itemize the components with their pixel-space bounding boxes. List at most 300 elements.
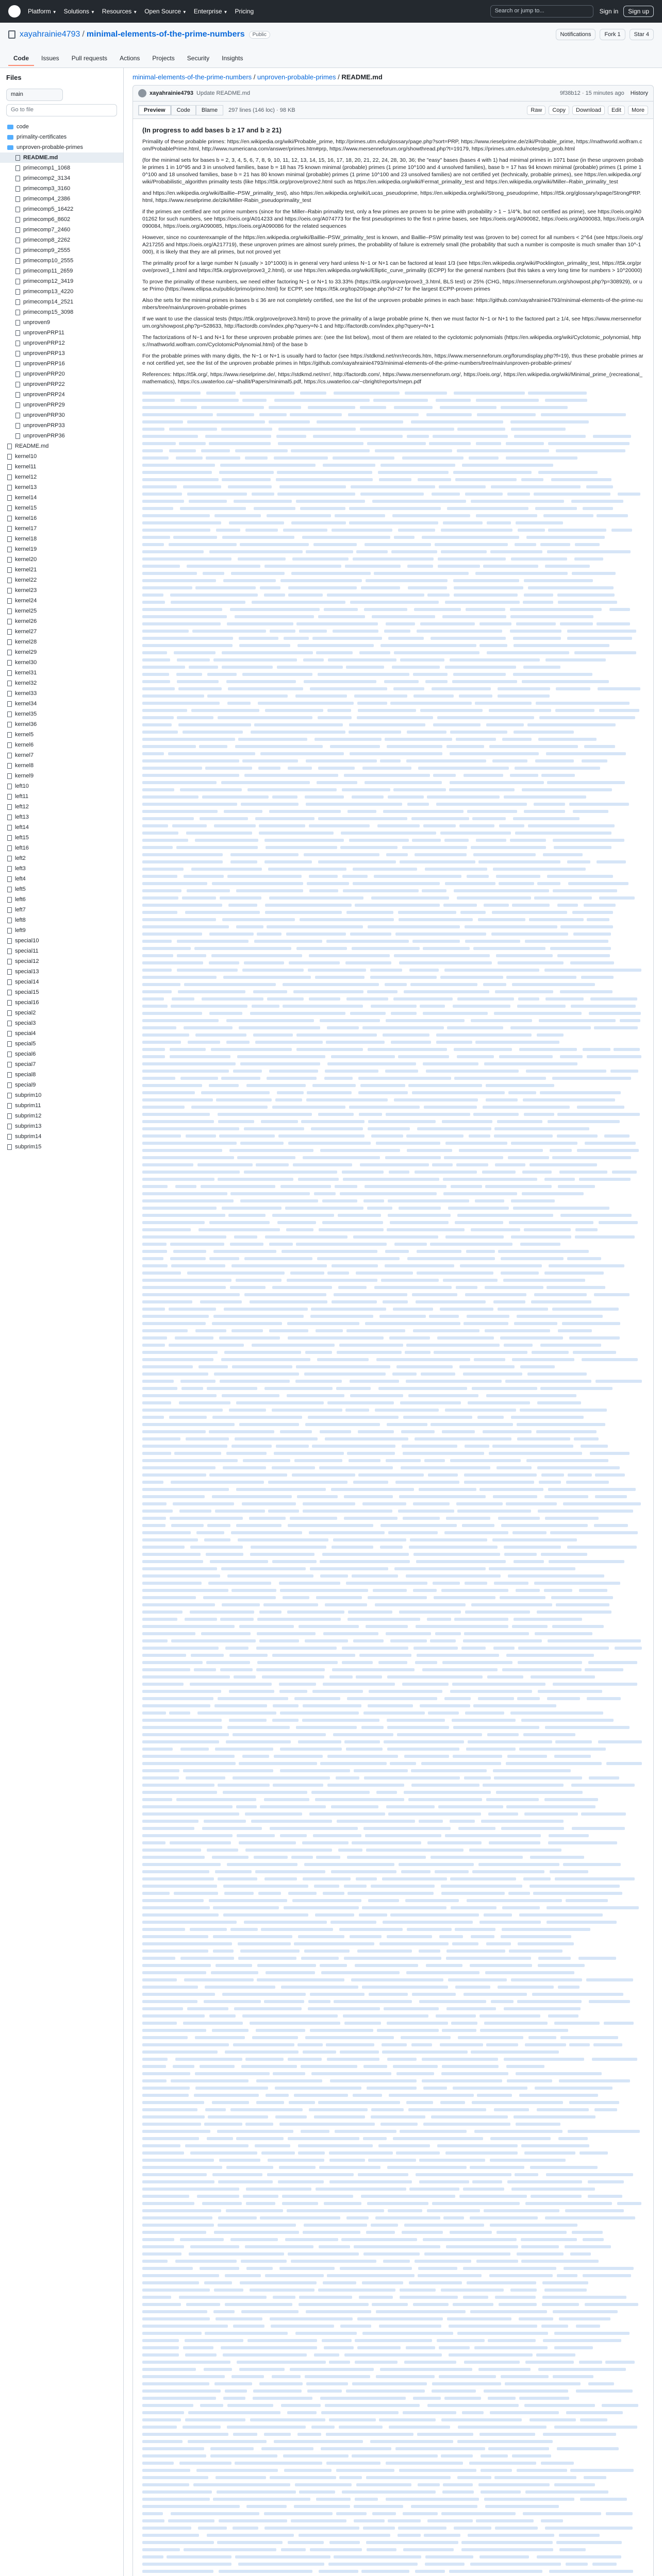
link-segment[interactable] bbox=[389, 1336, 430, 1340]
link-segment[interactable] bbox=[297, 2043, 323, 2046]
link-segment[interactable] bbox=[201, 1632, 251, 1635]
link-segment[interactable] bbox=[499, 1055, 553, 1058]
link-segment[interactable] bbox=[230, 853, 299, 856]
link-segment[interactable] bbox=[260, 752, 344, 755]
link-segment[interactable] bbox=[233, 1733, 326, 1736]
link-segment[interactable] bbox=[323, 464, 375, 467]
link-segment[interactable] bbox=[223, 1885, 308, 1888]
link-segment[interactable] bbox=[241, 803, 299, 806]
link-segment[interactable] bbox=[534, 896, 592, 900]
link-segment[interactable] bbox=[142, 1971, 206, 1974]
link-segment[interactable] bbox=[306, 1098, 388, 1101]
link-segment[interactable] bbox=[372, 615, 435, 618]
link-segment[interactable] bbox=[244, 774, 338, 777]
link-segment[interactable] bbox=[142, 1409, 223, 1412]
link-segment[interactable] bbox=[218, 2216, 257, 2219]
link-segment[interactable] bbox=[490, 2224, 577, 2227]
file-item[interactable] bbox=[0, 668, 123, 678]
file-item[interactable] bbox=[0, 967, 123, 977]
link-segment[interactable] bbox=[493, 1647, 515, 1650]
link-segment[interactable] bbox=[305, 2036, 394, 2039]
link-segment[interactable] bbox=[299, 2534, 390, 2537]
link-segment[interactable] bbox=[207, 2137, 233, 2140]
link-segment[interactable] bbox=[204, 1538, 230, 1541]
link-segment[interactable] bbox=[466, 608, 505, 611]
link-segment[interactable] bbox=[142, 1171, 240, 1174]
link-segment[interactable] bbox=[142, 1452, 171, 1455]
link-segment[interactable] bbox=[291, 2260, 376, 2263]
link-segment[interactable] bbox=[349, 521, 438, 524]
link-segment[interactable] bbox=[243, 1459, 290, 1462]
link-segment[interactable] bbox=[269, 420, 310, 423]
notifications-button[interactable]: Notifications bbox=[556, 29, 596, 40]
link-segment[interactable] bbox=[553, 889, 617, 892]
link-segment[interactable] bbox=[588, 2195, 622, 2198]
link-segment[interactable] bbox=[581, 1812, 626, 1816]
link-segment[interactable] bbox=[538, 2368, 626, 2371]
file-item[interactable] bbox=[0, 328, 123, 338]
link-segment[interactable] bbox=[200, 2267, 239, 2270]
link-segment[interactable] bbox=[345, 961, 391, 964]
link-segment[interactable] bbox=[180, 2238, 224, 2241]
file-item[interactable] bbox=[0, 1142, 123, 1152]
link-segment[interactable] bbox=[264, 839, 344, 842]
link-segment[interactable] bbox=[343, 1178, 439, 1181]
link-segment[interactable] bbox=[211, 1971, 258, 1974]
file-item[interactable] bbox=[0, 843, 123, 853]
link-segment[interactable] bbox=[185, 2353, 217, 2357]
link-segment[interactable] bbox=[261, 1928, 333, 1931]
link-segment[interactable] bbox=[279, 2267, 335, 2270]
link-segment[interactable] bbox=[446, 2007, 496, 2010]
link-segment[interactable] bbox=[387, 1726, 449, 1729]
link-segment[interactable] bbox=[479, 2555, 529, 2558]
link-segment[interactable] bbox=[435, 1632, 461, 1635]
link-segment[interactable] bbox=[245, 1812, 302, 1816]
link-segment[interactable] bbox=[323, 1632, 378, 1635]
link-segment[interactable] bbox=[142, 2072, 190, 2075]
link-segment[interactable] bbox=[429, 442, 471, 445]
link-segment[interactable] bbox=[231, 572, 285, 575]
link-segment[interactable] bbox=[368, 1596, 427, 1599]
link-segment[interactable] bbox=[553, 2310, 618, 2313]
link-segment[interactable] bbox=[314, 1885, 339, 1888]
file-item[interactable] bbox=[0, 997, 123, 1008]
link-segment[interactable] bbox=[171, 1481, 264, 1484]
link-segment[interactable] bbox=[515, 2173, 538, 2176]
link-segment[interactable] bbox=[180, 1380, 216, 1383]
link-segment[interactable] bbox=[346, 666, 384, 669]
link-segment[interactable] bbox=[311, 2426, 335, 2429]
link-segment[interactable] bbox=[250, 2289, 315, 2292]
file-item[interactable] bbox=[0, 1018, 123, 1028]
link-segment[interactable] bbox=[257, 933, 282, 936]
link-segment[interactable] bbox=[308, 2000, 330, 2003]
link-segment[interactable] bbox=[225, 2274, 261, 2277]
link-segment[interactable] bbox=[272, 1214, 334, 1217]
link-segment[interactable] bbox=[488, 1812, 518, 1816]
link-segment[interactable] bbox=[535, 2087, 613, 2090]
link-segment[interactable] bbox=[282, 2202, 318, 2205]
link-segment[interactable] bbox=[142, 1019, 219, 1022]
link-segment[interactable] bbox=[388, 1812, 481, 1816]
link-segment[interactable] bbox=[209, 933, 254, 936]
link-segment[interactable] bbox=[406, 1971, 479, 1974]
link-segment[interactable] bbox=[559, 2317, 610, 2320]
link-segment[interactable] bbox=[606, 2512, 633, 2515]
link-segment[interactable] bbox=[142, 2498, 210, 2501]
link-segment[interactable] bbox=[331, 1055, 395, 1058]
link-segment[interactable] bbox=[346, 2389, 425, 2393]
link-segment[interactable] bbox=[265, 2274, 324, 2277]
link-segment[interactable] bbox=[407, 1257, 495, 1260]
file-item[interactable] bbox=[0, 1039, 123, 1049]
link-segment[interactable] bbox=[501, 406, 568, 409]
link-segment[interactable] bbox=[142, 2029, 206, 2032]
link-segment[interactable] bbox=[142, 1322, 206, 1325]
link-segment[interactable] bbox=[142, 1978, 177, 1981]
link-segment[interactable] bbox=[450, 1820, 475, 1823]
link-segment[interactable] bbox=[171, 1005, 247, 1008]
link-segment[interactable] bbox=[226, 1740, 291, 1743]
link-segment[interactable] bbox=[548, 1488, 636, 1491]
link-segment[interactable] bbox=[269, 810, 341, 813]
link-segment[interactable] bbox=[573, 933, 611, 936]
link-segment[interactable] bbox=[315, 738, 382, 741]
link-segment[interactable] bbox=[552, 1077, 631, 1080]
link-segment[interactable] bbox=[222, 1993, 306, 1996]
link-segment[interactable] bbox=[457, 1214, 553, 1217]
link-segment[interactable] bbox=[142, 709, 187, 712]
link-segment[interactable] bbox=[142, 1120, 214, 1123]
link-segment[interactable] bbox=[552, 1308, 619, 1311]
link-segment[interactable] bbox=[194, 2094, 259, 2097]
link-segment[interactable] bbox=[142, 1899, 204, 1902]
link-segment[interactable] bbox=[567, 630, 636, 633]
link-segment[interactable] bbox=[319, 2570, 358, 2573]
link-segment[interactable] bbox=[496, 954, 553, 957]
link-segment[interactable] bbox=[367, 1207, 392, 1210]
link-segment[interactable] bbox=[204, 1820, 246, 1823]
link-segment[interactable] bbox=[376, 1142, 440, 1145]
link-segment[interactable] bbox=[342, 1647, 408, 1650]
link-segment[interactable] bbox=[611, 529, 632, 532]
link-segment[interactable] bbox=[237, 1156, 295, 1159]
file-item[interactable] bbox=[0, 637, 123, 647]
link-segment[interactable] bbox=[492, 759, 527, 762]
link-segment[interactable] bbox=[142, 759, 239, 762]
link-segment[interactable] bbox=[556, 1603, 609, 1606]
link-segment[interactable] bbox=[304, 2224, 367, 2227]
link-segment[interactable] bbox=[358, 709, 416, 712]
link-segment[interactable] bbox=[442, 2065, 499, 2068]
link-segment[interactable] bbox=[142, 745, 196, 748]
link-segment[interactable] bbox=[214, 1372, 299, 1376]
folder-item[interactable] bbox=[0, 132, 123, 142]
link-segment[interactable] bbox=[386, 1805, 435, 1808]
tab-projects[interactable]: Projects bbox=[152, 55, 175, 62]
link-segment[interactable] bbox=[171, 1639, 256, 1642]
link-segment[interactable] bbox=[557, 904, 578, 907]
link-segment[interactable] bbox=[209, 1473, 287, 1477]
link-segment[interactable] bbox=[274, 456, 328, 460]
link-segment[interactable] bbox=[432, 1163, 453, 1166]
link-segment[interactable] bbox=[547, 1697, 580, 1700]
link-segment[interactable] bbox=[142, 889, 181, 892]
link-segment[interactable] bbox=[347, 1856, 426, 1859]
link-segment[interactable] bbox=[252, 1344, 335, 1347]
link-segment[interactable] bbox=[363, 1711, 425, 1715]
link-segment[interactable] bbox=[360, 428, 454, 431]
link-segment[interactable] bbox=[308, 2007, 380, 2010]
link-segment[interactable] bbox=[200, 817, 248, 820]
link-segment[interactable] bbox=[451, 1906, 496, 1909]
link-segment[interactable] bbox=[522, 1192, 584, 1195]
link-segment[interactable] bbox=[350, 1935, 382, 1938]
link-segment[interactable] bbox=[565, 2245, 611, 2248]
link-segment[interactable] bbox=[574, 1437, 599, 1440]
link-segment[interactable] bbox=[267, 925, 363, 928]
link-segment[interactable] bbox=[479, 1488, 543, 1491]
link-segment[interactable] bbox=[442, 1120, 492, 1123]
link-segment[interactable] bbox=[443, 2483, 473, 2486]
link-segment[interactable] bbox=[303, 1704, 361, 1707]
link-segment[interactable] bbox=[547, 550, 631, 553]
link-segment[interactable] bbox=[486, 1394, 576, 1397]
link-segment[interactable] bbox=[520, 1243, 560, 1246]
link-segment[interactable] bbox=[237, 2361, 326, 2364]
link-segment[interactable] bbox=[346, 1329, 405, 1332]
link-segment[interactable] bbox=[267, 997, 304, 1001]
link-segment[interactable] bbox=[290, 413, 342, 416]
link-segment[interactable] bbox=[380, 1546, 403, 1549]
link-segment[interactable] bbox=[465, 925, 557, 928]
link-segment[interactable] bbox=[173, 1250, 206, 1253]
link-segment[interactable] bbox=[142, 824, 168, 827]
file-item[interactable] bbox=[0, 451, 123, 462]
link-segment[interactable] bbox=[385, 738, 452, 741]
link-segment[interactable] bbox=[416, 1625, 508, 1628]
link-segment[interactable] bbox=[342, 788, 390, 791]
link-segment[interactable] bbox=[346, 997, 388, 1001]
link-segment[interactable] bbox=[234, 2007, 302, 2010]
link-segment[interactable] bbox=[227, 622, 293, 625]
link-segment[interactable] bbox=[142, 644, 233, 647]
link-segment[interactable] bbox=[253, 1033, 293, 1037]
link-segment[interactable] bbox=[363, 2252, 420, 2256]
link-segment[interactable] bbox=[310, 687, 387, 690]
link-segment[interactable] bbox=[142, 2325, 228, 2328]
link-segment[interactable] bbox=[332, 529, 392, 532]
link-segment[interactable] bbox=[411, 2505, 477, 2508]
link-segment[interactable] bbox=[142, 2123, 201, 2126]
link-segment[interactable] bbox=[305, 1639, 348, 1642]
link-segment[interactable] bbox=[297, 1495, 338, 1498]
link-segment[interactable] bbox=[142, 550, 204, 553]
link-segment[interactable] bbox=[171, 2512, 259, 2515]
sign-in-link[interactable]: Sign in bbox=[599, 8, 619, 15]
link-segment[interactable] bbox=[328, 658, 396, 662]
link-segment[interactable] bbox=[142, 2296, 171, 2299]
link-segment[interactable] bbox=[212, 2029, 249, 2032]
link-segment[interactable] bbox=[450, 1877, 516, 1880]
repo-name-link[interactable]: minimal-elements-of-the-prime-numbers bbox=[86, 30, 245, 39]
link-segment[interactable] bbox=[235, 745, 323, 748]
link-segment[interactable] bbox=[403, 2512, 438, 2515]
tab-code[interactable]: Code bbox=[8, 52, 34, 66]
link-segment[interactable] bbox=[397, 1733, 482, 1736]
link-segment[interactable] bbox=[142, 2447, 204, 2450]
link-segment[interactable] bbox=[219, 2570, 312, 2573]
link-segment[interactable] bbox=[334, 2555, 421, 2558]
sign-up-button[interactable]: Sign up bbox=[623, 6, 654, 17]
link-segment[interactable] bbox=[288, 1142, 371, 1145]
link-segment[interactable] bbox=[142, 2209, 221, 2212]
link-segment[interactable] bbox=[465, 1611, 530, 1614]
link-segment[interactable] bbox=[295, 2483, 352, 2486]
link-segment[interactable] bbox=[169, 1308, 216, 1311]
link-segment[interactable] bbox=[339, 2476, 362, 2479]
link-segment[interactable] bbox=[354, 2519, 385, 2522]
link-segment[interactable] bbox=[419, 1950, 440, 1953]
link-segment[interactable] bbox=[256, 2101, 284, 2104]
link-segment[interactable] bbox=[142, 1243, 167, 1246]
link-segment[interactable] bbox=[309, 954, 390, 957]
link-segment[interactable] bbox=[490, 2411, 559, 2414]
link-segment[interactable] bbox=[280, 1711, 359, 1715]
link-segment[interactable] bbox=[217, 2541, 283, 2544]
link-segment[interactable] bbox=[440, 2101, 465, 2104]
link-segment[interactable] bbox=[467, 810, 517, 813]
link-segment[interactable] bbox=[349, 731, 401, 734]
link-segment[interactable] bbox=[439, 485, 486, 488]
nav-open-source[interactable] bbox=[144, 8, 187, 15]
link-segment[interactable] bbox=[494, 1134, 553, 1138]
link-segment[interactable] bbox=[554, 2346, 593, 2349]
link-segment[interactable] bbox=[415, 853, 467, 856]
link-segment[interactable] bbox=[305, 1423, 380, 1426]
link-segment[interactable] bbox=[437, 1336, 494, 1340]
link-segment[interactable] bbox=[250, 1553, 315, 1556]
link-segment[interactable] bbox=[371, 1005, 417, 1008]
link-segment[interactable] bbox=[142, 1163, 193, 1166]
link-segment[interactable] bbox=[274, 399, 370, 402]
link-segment[interactable] bbox=[390, 1913, 479, 1917]
link-segment[interactable] bbox=[275, 2115, 307, 2119]
link-segment[interactable] bbox=[450, 731, 507, 734]
link-segment[interactable] bbox=[459, 2195, 527, 2198]
link-segment[interactable] bbox=[386, 1459, 421, 1462]
link-segment[interactable] bbox=[592, 2563, 617, 2566]
link-segment[interactable] bbox=[186, 1134, 216, 1138]
link-segment[interactable] bbox=[449, 2353, 533, 2357]
link-segment[interactable] bbox=[188, 2411, 280, 2414]
link-segment[interactable] bbox=[422, 2079, 502, 2082]
link-segment[interactable] bbox=[350, 601, 439, 604]
link-segment[interactable] bbox=[142, 637, 233, 640]
link-segment[interactable] bbox=[189, 500, 227, 503]
link-segment[interactable] bbox=[142, 1235, 226, 1239]
link-segment[interactable] bbox=[306, 2382, 348, 2385]
link-segment[interactable] bbox=[142, 2094, 189, 2097]
link-segment[interactable] bbox=[170, 1243, 224, 1246]
link-segment[interactable] bbox=[433, 1582, 460, 1585]
link-segment[interactable] bbox=[464, 1481, 534, 1484]
link-segment[interactable] bbox=[303, 1877, 351, 1880]
link-segment[interactable] bbox=[280, 1834, 307, 1837]
link-segment[interactable] bbox=[327, 1062, 416, 1065]
link-segment[interactable] bbox=[504, 1344, 533, 1347]
link-segment[interactable] bbox=[441, 2072, 508, 2075]
file-item[interactable] bbox=[0, 730, 123, 740]
link-segment[interactable] bbox=[355, 2361, 398, 2364]
link-segment[interactable] bbox=[313, 1834, 361, 1837]
link-segment[interactable] bbox=[250, 2418, 325, 2421]
link-segment[interactable] bbox=[318, 673, 409, 676]
link-segment[interactable] bbox=[353, 2094, 382, 2097]
link-segment[interactable] bbox=[280, 1748, 342, 1751]
link-segment[interactable] bbox=[245, 529, 278, 532]
link-segment[interactable] bbox=[198, 1228, 280, 1231]
link-segment[interactable] bbox=[453, 2087, 527, 2090]
link-segment[interactable] bbox=[479, 622, 511, 625]
link-segment[interactable] bbox=[528, 392, 587, 395]
link-segment[interactable] bbox=[522, 680, 609, 683]
link-segment[interactable] bbox=[229, 1149, 313, 1152]
link-segment[interactable] bbox=[364, 1776, 460, 1780]
link-segment[interactable] bbox=[215, 1748, 273, 1751]
link-segment[interactable] bbox=[142, 1279, 231, 1282]
link-segment[interactable] bbox=[533, 1892, 622, 1895]
link-segment[interactable] bbox=[499, 2303, 537, 2306]
link-segment[interactable] bbox=[489, 745, 578, 748]
link-segment[interactable] bbox=[142, 860, 223, 863]
link-segment[interactable] bbox=[217, 2490, 296, 2494]
link-segment[interactable] bbox=[432, 493, 460, 496]
link-segment[interactable] bbox=[276, 1445, 309, 1448]
link-segment[interactable] bbox=[456, 1502, 503, 1505]
link-segment[interactable] bbox=[580, 2498, 627, 2501]
link-segment[interactable] bbox=[416, 1560, 506, 1563]
link-segment[interactable] bbox=[510, 608, 602, 611]
link-segment[interactable] bbox=[445, 1142, 507, 1145]
link-segment[interactable] bbox=[431, 1423, 513, 1426]
link-segment[interactable] bbox=[485, 1971, 574, 1974]
link-segment[interactable] bbox=[386, 2498, 479, 2501]
link-segment[interactable] bbox=[142, 442, 176, 445]
tab-actions[interactable]: Actions bbox=[120, 55, 140, 62]
link-segment[interactable] bbox=[375, 449, 452, 452]
link-segment[interactable] bbox=[209, 1899, 287, 1902]
link-segment[interactable] bbox=[142, 1430, 206, 1433]
link-segment[interactable] bbox=[142, 1776, 179, 1780]
link-segment[interactable] bbox=[333, 1538, 406, 1541]
link-segment[interactable] bbox=[467, 1899, 562, 1902]
link-segment[interactable] bbox=[526, 536, 605, 539]
link-segment[interactable] bbox=[142, 413, 213, 416]
link-segment[interactable] bbox=[327, 1755, 398, 1758]
link-segment[interactable] bbox=[406, 1344, 500, 1347]
link-segment[interactable] bbox=[453, 2303, 493, 2306]
link-segment[interactable] bbox=[254, 507, 295, 510]
link-segment[interactable] bbox=[216, 2317, 262, 2320]
link-segment[interactable] bbox=[446, 1950, 505, 1953]
link-segment[interactable] bbox=[444, 2397, 481, 2400]
link-segment[interactable] bbox=[458, 1827, 495, 1830]
link-segment[interactable] bbox=[390, 1221, 449, 1224]
link-segment[interactable] bbox=[408, 1798, 482, 1801]
link-segment[interactable] bbox=[142, 2260, 168, 2263]
